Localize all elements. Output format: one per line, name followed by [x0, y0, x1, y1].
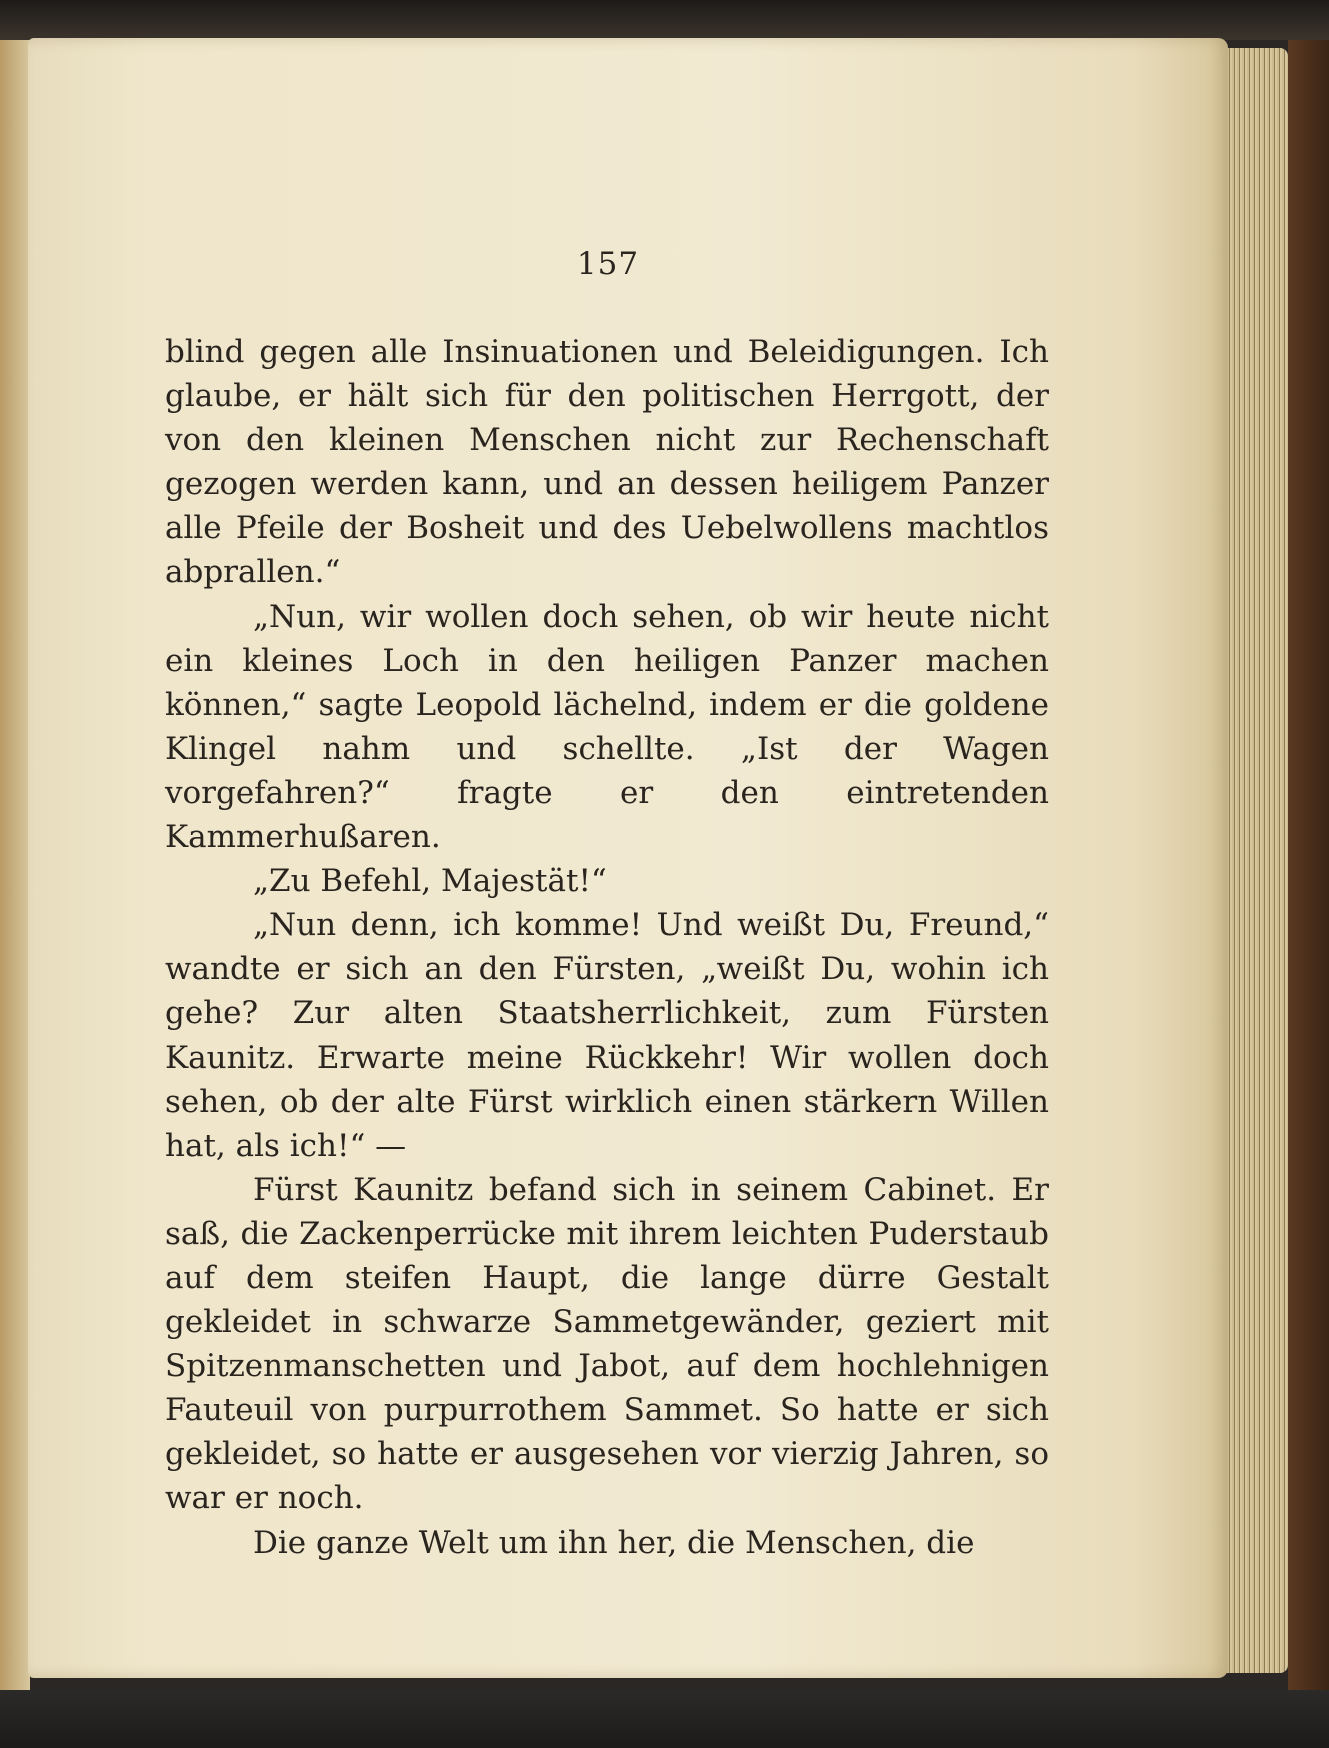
page-stack-edges	[1222, 48, 1288, 1673]
page-number: 157	[576, 246, 640, 282]
body-text	[165, 330, 1049, 1565]
paragraph: blind gegen alle Insinuationen und Beleidigungen. Ich glaube, er hält sich für den politischen Herrgott, der von den kleinen Menschen nicht zur Rechenschaft gezogen werden kann, und an dessen heiligem Panzer alle Pfeile der Bosheit und des Uebelwollens machtlos abprallen.“	[165, 334, 1049, 591]
paragraph: „Nun denn, ich komme! Und weißt Du, Freund,“ wandte er sich an den Fürsten, „weißt Du, wohin ich gehe? Zur alten Staatsherrlichkeit, zum Fürsten Kaunitz. Erwarte meine Rückkehr! Wir wollen doch sehen, ob der alte Fürst wirklich einen stärkern Willen hat, als ich!“ —	[165, 907, 1049, 1164]
paragraph: „Nun, wir wollen doch sehen, ob wir heute nicht ein kleines Loch in den heiligen Panzer machen können,“ sagte Leopold lächelnd, indem er die goldene Klingel nahm und schellte. „Ist der Wagen vorgefahren?“ fragte er den eintretenden Kammerhußaren.	[165, 598, 1049, 856]
book-cover-right	[1288, 40, 1329, 1690]
paragraph: Fürst Kaunitz befand sich in seinem Cabinet. Er saß, die Zackenperrücke mit ihrem leichten Puderstaub auf dem steifen Haupt, die lange dürre Gestalt gekleidet in schwarze Sammetgewänder, geziert mit Spitzenmanschetten und Jabot, auf dem hochlehnigen Fauteuil von purpurrothem Sammet. So hatte er sich gekleidet, so hatte er ausgesehen vor vierzig Jahren, so war er noch.	[165, 1171, 1049, 1517]
book-binding-top	[0, 0, 1329, 40]
paragraph: „Zu Befehl, Majestät!“	[253, 863, 607, 900]
book-page	[28, 38, 1228, 1678]
book-binding-bottom	[0, 1690, 1329, 1748]
facing-page-edge	[0, 40, 30, 1690]
paragraph: Die ganze Welt um ihn her, die Menschen, die	[253, 1524, 975, 1561]
